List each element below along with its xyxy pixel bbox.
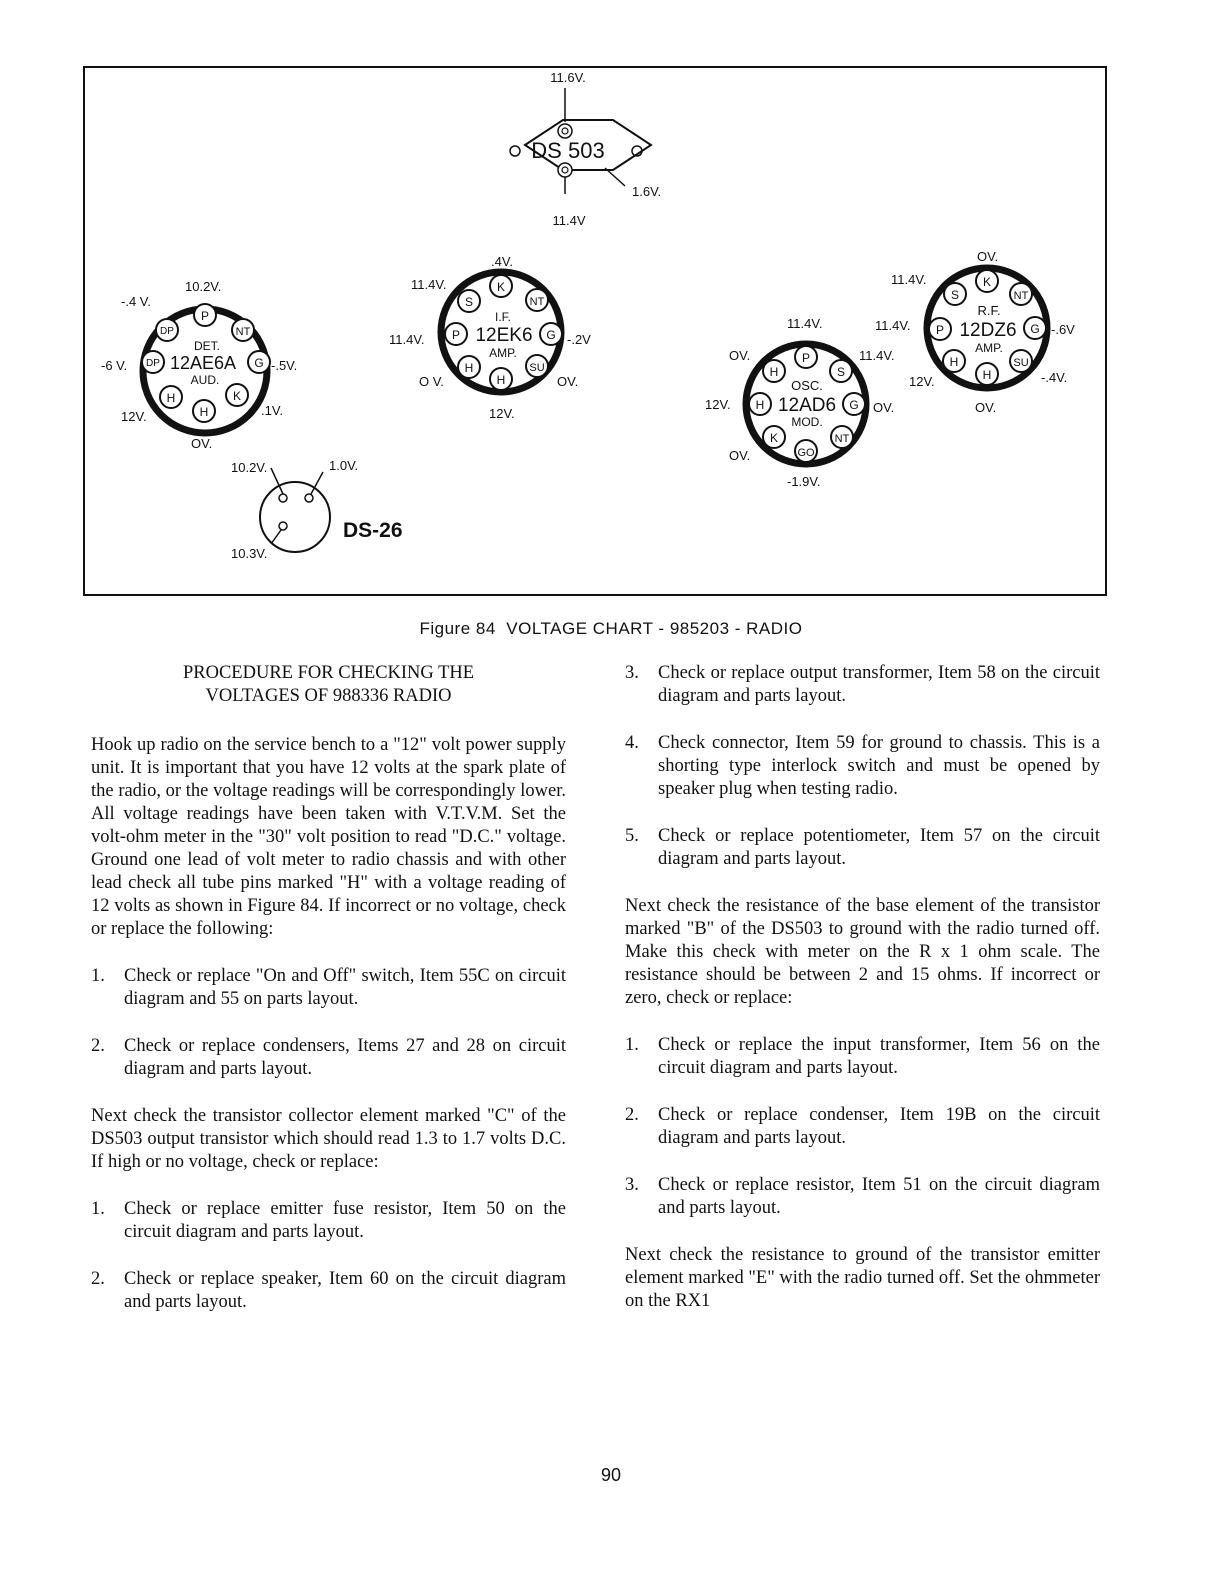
tube-12ad6-voltage: OV. — [729, 348, 751, 363]
ds503-transistor — [510, 70, 661, 228]
tube-12dz6-type: 12DZ6 — [959, 320, 1017, 341]
tube-12ad6-function: MOD. — [791, 415, 823, 429]
tube-12dz6-voltage: OV. — [977, 249, 999, 264]
figure-title: VOLTAGE CHART - 985203 - RADIO — [506, 619, 803, 638]
base-paragraph: Next check the resistance of the base element of the transistor marked "B" of the DS503 to ground with the radio turned off. Make this check with meter on the R x 1 ohm scale. The resistance should be between 2 and 15 ohms. If incorrect or zero, check or replace: — [625, 896, 1100, 1008]
tube-12ae6a-pin-dp: DP — [160, 326, 174, 337]
tube-12ae6a-pin-h: H — [199, 405, 209, 419]
list-number: 3. — [625, 1175, 639, 1195]
tube-12ek6-pin-h: H — [496, 373, 506, 387]
list-item — [625, 662, 1100, 708]
ds26-voltage: 10.3V. — [231, 546, 268, 561]
list-number: 2. — [91, 1036, 105, 1056]
tube-12dz6-voltage: -.4V. — [1041, 370, 1068, 385]
list-item — [625, 1174, 1100, 1220]
tube-12ek6-pin-h: H — [464, 361, 474, 375]
tube-12ae6a-voltage: -6 V. — [101, 358, 128, 373]
tube-12ae6a-voltage: -.4 V. — [121, 294, 151, 309]
tube-12ek6-pin-k: K — [496, 280, 506, 294]
ds26-voltage: 1.0V. — [329, 458, 359, 473]
list-number: 4. — [625, 733, 639, 753]
tube-12ad6-pin-k: K — [769, 431, 779, 445]
list-item — [625, 825, 1100, 871]
tube-12dz6-voltage: OV. — [975, 400, 997, 415]
tube-12ek6-voltage: 11.4V. — [411, 277, 447, 292]
tube-12dz6-voltage: 11.4V. — [875, 318, 911, 333]
tube-12ae6a-pin-nt: NT — [235, 326, 251, 338]
tube-12ae6a-pin-g: G — [254, 356, 264, 370]
list-item — [625, 1034, 1100, 1080]
ds26-lamp — [231, 458, 403, 561]
tube-12ek6-voltage: -.2V — [567, 332, 591, 347]
list-text: Check or replace emitter fuse resistor, Item 50 on the circuit diagram and parts layout. — [124, 1199, 566, 1242]
tube-12ae6a-pin-dp: DP — [146, 358, 160, 369]
tube-12ad6-voltage: 11.4V. — [859, 348, 895, 363]
tube-12ad6-pin-g: G — [849, 398, 859, 412]
collector-paragraph: Next check the transistor collector element marked "C" of the DS503 output transistor which should read 1.3 to 1.7 volts D.C. If high or no voltage, check or replace: — [91, 1106, 566, 1172]
list-item — [91, 965, 566, 1011]
tube-12ae6a-type: 12AE6A — [169, 353, 237, 373]
tube-12ad6-voltage: 11.4V. — [787, 316, 823, 331]
tube-12ad6-voltage: 12V. — [705, 397, 731, 412]
tube-12ek6-pin-p: P — [451, 328, 461, 342]
list-text: Check or replace condensers, Items 27 and 28 on circuit diagram and parts layout. — [124, 1036, 566, 1079]
tube-12ad6-pin-s: S — [836, 365, 846, 379]
tube-12dz6-pin-su: SU — [1013, 357, 1029, 369]
tube-12dz6-voltage: -.6V — [1051, 322, 1075, 337]
ds503-label: DS 503 — [531, 138, 605, 163]
tube-12dz6-voltage: 11.4V. — [891, 272, 927, 287]
tube-12ek6-voltage: 11.4V. — [389, 332, 425, 347]
list-text: Check or replace the input transformer, Item 56 on the circuit diagram and parts layout. — [658, 1035, 1100, 1078]
tube-12dz6-function: AMP. — [975, 341, 1003, 355]
list-number: 2. — [91, 1269, 105, 1289]
tube-12ek6-function: AMP. — [489, 346, 517, 360]
tube-12ad6-voltage: OV. — [729, 448, 751, 463]
tube-12ad6-voltage: OV. — [873, 400, 895, 415]
procedure-heading-line: VOLTAGES OF 988336 RADIO — [205, 686, 452, 706]
list-number: 3. — [625, 663, 639, 683]
ds503-top-voltage: 11.6V. — [550, 70, 586, 85]
tube-12ad6-pin-h: H — [755, 398, 765, 412]
right-column — [625, 662, 1100, 1337]
tube-12ae6a-voltage: 12V. — [121, 409, 147, 424]
tube-12dz6-pin-h: H — [982, 368, 992, 382]
tube-12dz6-pin-nt: NT — [1013, 290, 1029, 302]
tube-12ae6a — [101, 279, 297, 451]
page-number: 90 — [600, 1465, 622, 1485]
list-item — [91, 1035, 566, 1081]
list-item — [91, 1198, 566, 1244]
list-text: Check or replace speaker, Item 60 on the circuit diagram and parts layout. — [124, 1269, 566, 1312]
tube-12ek6-voltage: OV. — [557, 374, 579, 389]
tube-12ek6-pin-su: SU — [529, 362, 545, 374]
h-pin-checklist — [91, 965, 566, 1081]
tube-12ae6a-function: AUD. — [190, 373, 220, 387]
intro-paragraph: Hook up radio on the service bench to a "12" volt power supply unit. It is important that you have 12 volts at the spark plate of the radio, or the voltage readings will be correspondingly lower. All voltage readings have been taken with V.T.V.M. Set the volt-ohm meter in the "30" volt position to read "D.C." voltage. Ground one lead of volt meter to radio chassis and with other lead check all tube pins marked "H" with a voltage reading of 12 volts as shown in Figure 84. If incorrect or no voltage, check or replace the following: — [91, 735, 566, 939]
tube-12ek6-function: I.F. — [494, 310, 512, 324]
list-number: 1. — [91, 1199, 105, 1219]
tube-12dz6-pin-g: G — [1030, 322, 1040, 336]
list-number: 5. — [625, 826, 639, 846]
emitter-paragraph: Next check the resistance to ground of the transistor emitter element marked "E" with the radio turned off. Set the ohmmeter on the RX1 — [625, 1245, 1100, 1311]
left-column — [91, 662, 566, 1338]
tube-12ae6a-function: DET. — [193, 339, 221, 353]
tube-12ek6-voltage: .4V. — [491, 254, 513, 269]
tube-12ae6a-voltage: -.5V. — [271, 358, 298, 373]
tube-12dz6 — [875, 249, 1075, 415]
tube-12ad6-pin-nt: NT — [834, 433, 850, 445]
tube-12ek6-voltage: 12V. — [489, 406, 515, 421]
list-number: 1. — [625, 1035, 639, 1055]
ds503-bottom-voltage: 11.4V — [552, 213, 586, 228]
tube-12ad6-type: 12AD6 — [777, 395, 837, 416]
list-text: Check or replace output transformer, Item 58 on the circuit diagram and parts layout. — [658, 663, 1100, 706]
tube-12dz6-pin-k: K — [982, 275, 992, 289]
tube-12ae6a-pin-p: P — [200, 309, 210, 323]
list-text: Check or replace "On and Off" switch, Item 55C on circuit diagram and 55 on parts layout. — [124, 966, 566, 1009]
tube-12ad6-pin-go: GO — [797, 447, 815, 459]
list-number: 1. — [91, 966, 105, 986]
list-text: Check or replace resistor, Item 51 on the circuit diagram and parts layout. — [658, 1175, 1100, 1218]
tube-12dz6-pin-p: P — [935, 323, 945, 337]
list-number: 2. — [625, 1105, 639, 1125]
tube-12dz6-voltage: 12V. — [909, 374, 935, 389]
tube-12ae6a-voltage: OV. — [191, 436, 213, 451]
list-item — [625, 732, 1100, 801]
ds503-right-voltage: 1.6V. — [632, 184, 662, 199]
collector-checklist-continued — [625, 662, 1100, 871]
tube-12dz6-pin-s: S — [950, 288, 960, 302]
tube-12ad6-pin-h: H — [769, 365, 779, 379]
collector-checklist — [91, 1198, 566, 1314]
tube-12dz6-pin-h: H — [949, 355, 959, 369]
tube-12ek6 — [389, 254, 591, 421]
list-text: Check or replace condenser, Item 19B on the circuit diagram and parts layout. — [658, 1105, 1100, 1148]
tube-12ek6-pin-nt: NT — [529, 296, 545, 308]
tube-12ek6-type: 12EK6 — [475, 325, 533, 346]
voltage-chart-diagram — [83, 66, 1107, 596]
tube-12ek6-voltage: O V. — [419, 374, 444, 389]
tube-12ad6-function: OSC. — [791, 378, 823, 393]
tube-12ae6a-voltage: .1V. — [261, 403, 283, 418]
tube-12ad6 — [705, 316, 894, 489]
procedure-heading-line: PROCEDURE FOR CHECKING THE — [182, 663, 475, 683]
list-text: Check connector, Item 59 for ground to chassis. This is a shorting type interlock switch and must be opened by speaker plug when testing radio. — [658, 733, 1100, 799]
list-item — [91, 1268, 566, 1314]
ds26-label: DS-26 — [343, 519, 403, 542]
tube-12ek6-pin-g: G — [546, 328, 556, 342]
tube-12ad6-voltage: -1.9V. — [787, 474, 821, 489]
figure-caption — [0, 619, 1222, 639]
tube-12ae6a-voltage: 10.2V. — [185, 279, 222, 294]
figure-number: Figure 84 — [419, 619, 496, 638]
ds26-voltage: 10.2V. — [231, 460, 268, 475]
tube-12ae6a-pin-h: H — [166, 391, 176, 405]
tube-12ad6-pin-p: P — [801, 351, 811, 365]
list-item — [625, 1104, 1100, 1150]
tube-12dz6-function: R.F. — [977, 303, 1001, 318]
procedure-heading — [91, 662, 566, 708]
base-checklist — [625, 1034, 1100, 1220]
tube-12ae6a-pin-k: K — [232, 389, 242, 403]
tube-12ek6-pin-s: S — [464, 295, 474, 309]
list-text: Check or replace potentiometer, Item 57 on the circuit diagram and parts layout. — [658, 826, 1100, 869]
